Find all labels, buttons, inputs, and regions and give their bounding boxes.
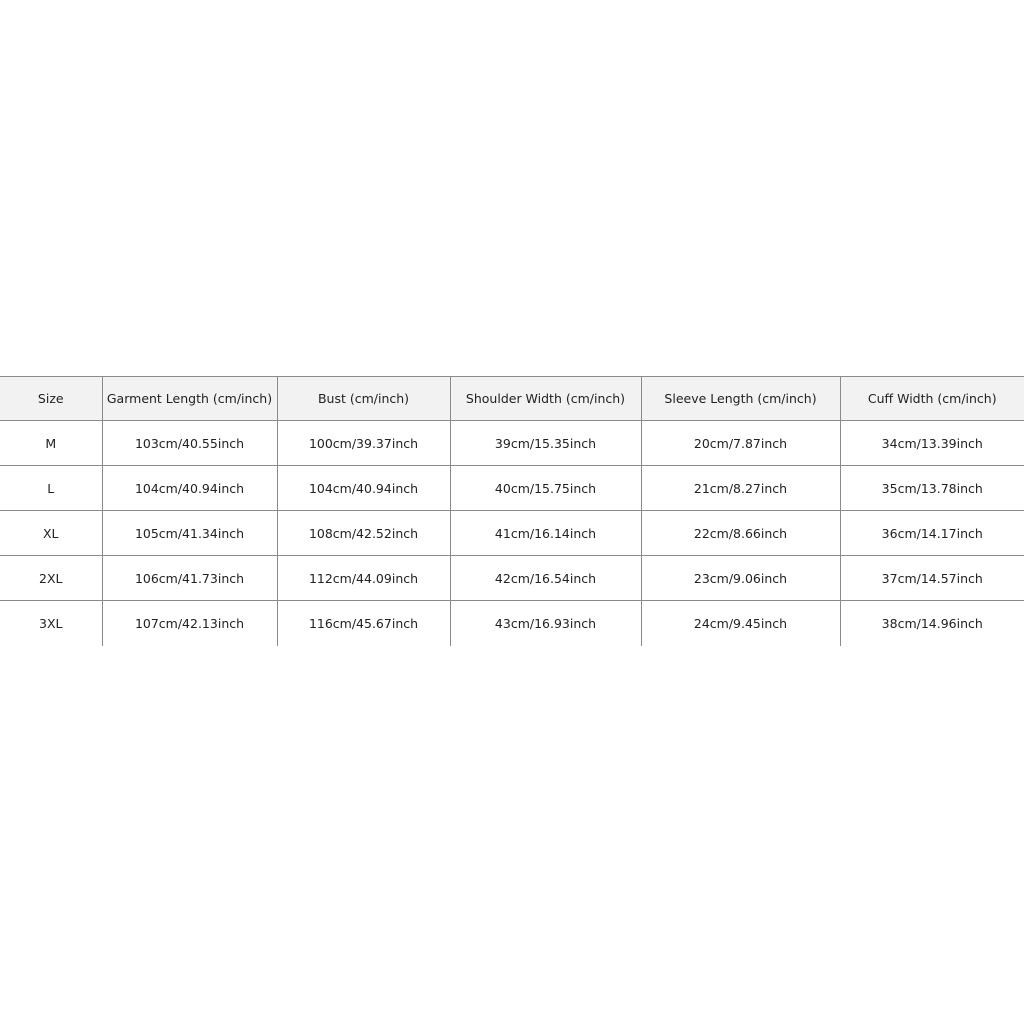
cell-size: L [0,466,102,511]
cell-cuff-width: 35cm/13.78inch [840,466,1024,511]
cell-size: M [0,421,102,466]
cell-shoulder-width: 40cm/15.75inch [450,466,641,511]
cell-bust: 100cm/39.37inch [277,421,450,466]
cell-cuff-width: 37cm/14.57inch [840,556,1024,601]
table-row [0,601,1024,646]
header-sleeve-length: Sleeve Length (cm/inch) [641,377,840,421]
header-cuff-width: Cuff Width (cm/inch) [840,377,1024,421]
table-row [0,421,1024,466]
cell-bust: 104cm/40.94inch [277,466,450,511]
table-row [0,511,1024,556]
cell-garment-length: 103cm/40.55inch [102,421,277,466]
header-garment-length: Garment Length (cm/inch) [102,377,277,421]
cell-cuff-width: 34cm/13.39inch [840,421,1024,466]
cell-shoulder-width: 39cm/15.35inch [450,421,641,466]
table-row [0,556,1024,601]
cell-size: XL [0,511,102,556]
cell-bust: 116cm/45.67inch [277,601,450,646]
cell-cuff-width: 38cm/14.96inch [840,601,1024,646]
cell-sleeve-length: 23cm/9.06inch [641,556,840,601]
cell-garment-length: 104cm/40.94inch [102,466,277,511]
header-bust: Bust (cm/inch) [277,377,450,421]
size-chart-table [0,376,1024,646]
cell-sleeve-length: 20cm/7.87inch [641,421,840,466]
cell-shoulder-width: 43cm/16.93inch [450,601,641,646]
cell-garment-length: 107cm/42.13inch [102,601,277,646]
cell-sleeve-length: 21cm/8.27inch [641,466,840,511]
table-row [0,466,1024,511]
cell-bust: 112cm/44.09inch [277,556,450,601]
cell-bust: 108cm/42.52inch [277,511,450,556]
cell-garment-length: 105cm/41.34inch [102,511,277,556]
cell-size: 3XL [39,615,63,631]
cell-sleeve-length: 24cm/9.45inch [641,601,840,646]
cell-sleeve-length: 22cm/8.66inch [641,511,840,556]
cell-shoulder-width: 42cm/16.54inch [450,556,641,601]
header-row [0,377,1024,421]
cell-cuff-width: 36cm/14.17inch [840,511,1024,556]
header-shoulder-width: Shoulder Width (cm/inch) [450,377,641,421]
cell-shoulder-width: 41cm/16.14inch [450,511,641,556]
cell-size: 2XL [0,556,102,601]
cell-garment-length: 106cm/41.73inch [102,556,277,601]
header-size: Size [0,377,102,421]
